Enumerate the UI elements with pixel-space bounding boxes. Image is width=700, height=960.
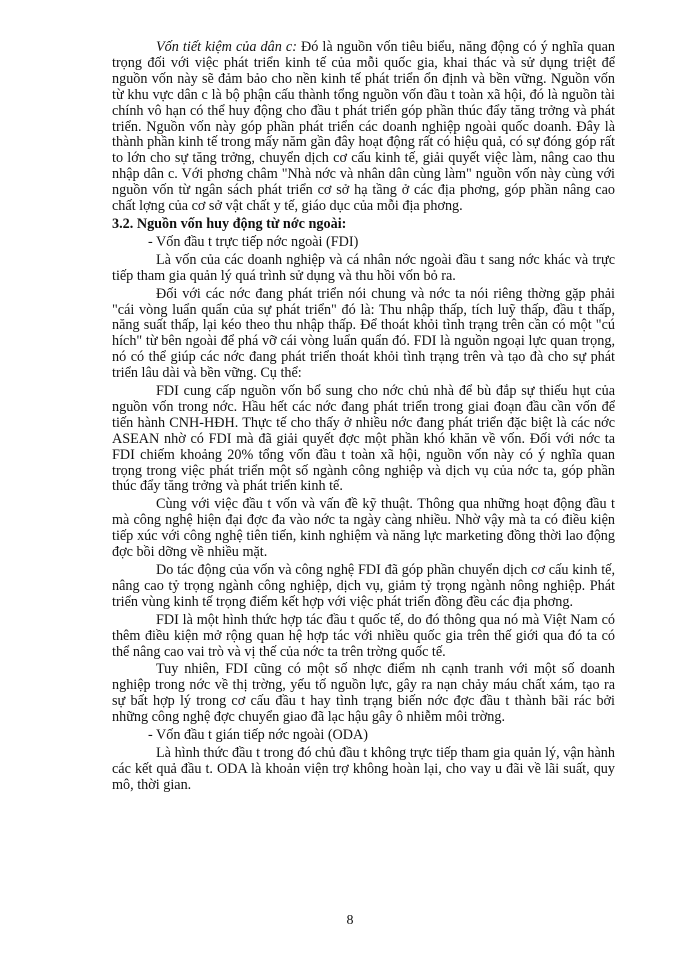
body-paragraph: Tuy nhiên, FDI cũng có một số nhợc điểm nh cạnh tranh với một số doanh nghiệp trong nớc về thị trờng, yếu tố nguồn lực, gây ra nạn chảy máu chất xám, tạo ra sự bất hợp lý trong cơ cấu đầu t hay tình trạng biến nớc đợc đầu t thành bãi rác bởi những công nghệ đợc chuyển giao đã lạc hậu gây ô nhiễm môi trờng.: [112, 661, 615, 726]
bullet-heading: - Vốn đầu t trực tiếp nớc ngoài (FDI): [148, 233, 359, 250]
page-body: [112, 40, 615, 796]
section-heading: 3.2. Nguồn vốn huy động từ nớc ngoài:: [112, 215, 347, 232]
body-paragraph: Đối với các nớc đang phát triển nói chung và nớc ta nói riêng thờng gặp phải "cái vòng luẩn quẩn của sự phát triển" đó là: Thu nhập thấp, tích luỹ thấp, đầu t thấp, năng suất thấp, lại kéo theo thu nhập thấp. Để thoát khỏi tình trạng trên cần có một "cú hích" từ bên ngoài để phá vỡ cái vòng luẩn quẩn đó. FDI là nguồn ngoại lực quan trọng, nó có thể giúp các nớc đang phát triển thoát khỏi tình trạng trên và tạo đà cho sự phát triển lâu dài và bền vững. Cụ thể:: [112, 285, 615, 382]
page-number: 8: [346, 913, 354, 928]
body-paragraph: FDI là một hình thức hợp tác đầu t quốc tế, do đó thông qua nó mà Việt Nam có thêm điều kiện mở rộng quan hệ hợp tác với nhiều quốc gia trên thế giới qua đó ta có thể nâng cao vai trò và vị thế của nớc ta trên trờng quốc tế.: [112, 611, 615, 660]
body-paragraph: Là hình thức đầu t trong đó chủ đầu t không trực tiếp tham gia quản lý, vận hành các kết quả đầu t. ODA là khoản viện trợ không hoàn lại, cho vay u đãi về lãi suất, quy mô, thời gian.: [112, 744, 615, 793]
body-paragraph: Do tác động của vốn và công nghệ FDI đã góp phần chuyển dịch cơ cấu kinh tế, nâng cao tỷ trọng ngành công nghiệp, dịch vụ, giảm tỷ trọng ngành nông nghiệp. Phát triển vùng kinh tế trọng điểm kết hợp với việc phát triển đồng đều các địa phơng.: [112, 562, 615, 610]
intro-text: Đó là nguồn vốn tiêu biểu, năng động có ý nghĩa quan trọng đối với việc phát triển kinh tế của mỗi quốc gia, khai thác và sử dụng triệt để nguồn vốn này sẽ đảm bảo cho nền kinh tế phát triển ổn định và bền vững. Nguồn vốn từ khu vực dân c là bộ phận cấu thành tổng nguồn vốn đầu t toàn xã hội, đó là nguồn tài chính vô hạn có thể huy động cho đầu t phát triển góp phần thúc đẩy tăng trởng và phát triển. Nguồn vốn này góp phần phát triển các doanh nghiệp ngoài quốc doanh. Đây là thành phần kinh tế trong mấy năm gần đây hoạt động rất có hiệu quả, có sự đóng góp rất to lớn cho sự tăng trởng, chuyển dịch cơ cấu kinh tế, giải quyết việc làm, nâng cao thu nhập dân c. Với phơng châm "Nhà nớc và nhân dân cùng làm" nguồn vốn này cùng với nguồn vốn từ ngân sách phát triển cơ sở hạ tầng ở các địa phơng, góp phần nâng cao chất lợng của cơ sở vật chất y tế, giáo dục của mỗi địa phơng.: [112, 39, 615, 215]
body-paragraph: Cùng với việc đầu t vốn và vấn đề kỹ thuật. Thông qua những hoạt động đầu t mà công nghệ hiện đại đợc đa vào nớc ta ngày càng nhiều. Nhờ vậy mà ta có điều kiện tiếp xúc với công nghệ tiên tiến, kinh nghiệm và năng lực marketing đồng thời lao động đợc bồi dỡng về nhiều mặt.: [112, 496, 615, 561]
bullet-heading: - Vốn đầu t gián tiếp nớc ngoài (ODA): [148, 727, 369, 744]
paragraph-list: [112, 235, 615, 794]
body-paragraph: FDI cung cấp nguồn vốn bổ sung cho nớc chủ nhà để bù đắp sự thiếu hụt của nguồn vốn trong nớc. Hầu hết các nớc đang phát triển trong giai đoạn đầu cần vốn để tiến hành CNH-HĐH. Thực tế cho thấy ở nhiều nớc đang phát triển đặc biệt là các nớc ASEAN nhờ có FDI mà đã giải quyết đợc một phần khó khăn về vốn. Đối với nớc ta FDI chiếm khoảng 20% tổng vốn đầu t toàn xã hội, nguồn vốn này có ý nghĩa quan trọng trong việc phát triển một số ngành công nghiệp và dịch vụ của nớc ta, góp phần thúc đẩy tăng trởng và phát triển kinh tế.: [112, 383, 615, 495]
intro-paragraph: [112, 40, 615, 215]
body-paragraph: Là vốn của các doanh nghiệp và cá nhân nớc ngoài đầu t sang nớc khác và trực tiếp tham gia quản lý quá trình sử dụng và thu hồi vốn bỏ ra.: [112, 251, 615, 284]
intro-lead: Vốn tiết kiệm của dân c:: [156, 39, 297, 55]
